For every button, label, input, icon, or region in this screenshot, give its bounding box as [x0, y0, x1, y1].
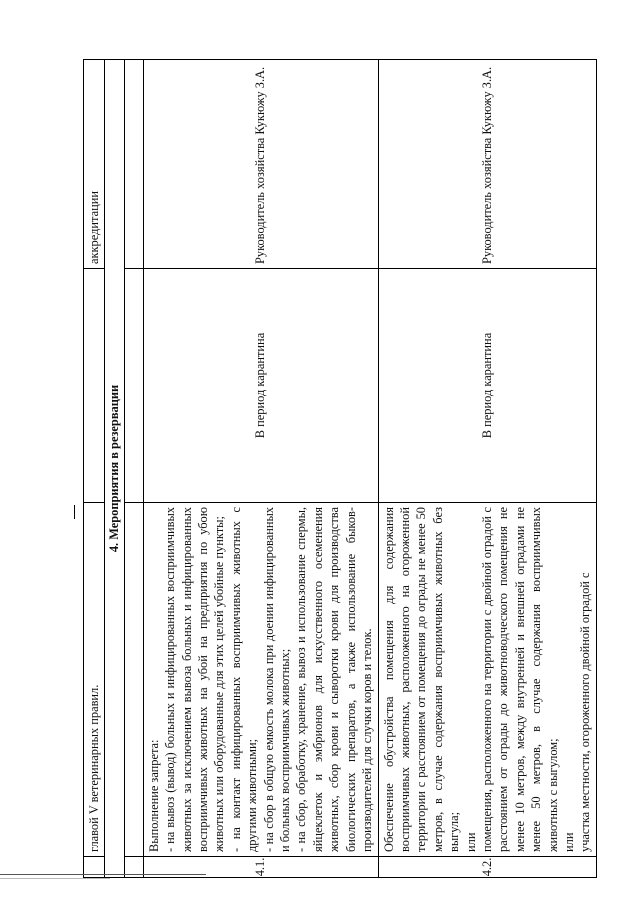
spacer-cell: [124, 60, 143, 269]
row-term: В период карантина: [378, 269, 596, 503]
description-line: участка местности, огороженного двойной оградой с: [578, 572, 593, 852]
row-responsible: Руководитель хозяйства Кукюжу З.А.: [143, 60, 378, 269]
description-line: - на сбор, обработку, хранение, вывоз и использование спермы, яйцеклеток и эмбрионов для искусственного осеменения животных, сбор крови и сыворотки крови для производства биологических препаратов, а также использование быков-производителей для случки коров и телок.: [294, 507, 375, 852]
row-responsible: Руководитель хозяйства Кукюжу З.А.: [378, 60, 596, 269]
description-line: - на вывоз (вывод) больных и инфицированных восприимчивых животных за исключением вывоза больных и инфицированных восприимчивых животных на убой на предприятия по убою животных или оборудованные для этих целей убойные пункты;: [163, 507, 227, 852]
section-title: 4. Мероприятия в резервации: [105, 60, 124, 878]
header-right-cell: аккредитации: [84, 60, 105, 269]
description-line: помещения, расположенного на территории с двойной оградой с расстоянием от ограды до животноводческого помещения не менее 10 метров, между внутренней и внешней оградами не менее 50 метров, в случае содержания восприимчивых животных с выгулом;: [479, 507, 560, 852]
description-line: или: [463, 832, 478, 852]
spacer-cell: [124, 503, 143, 857]
description-line: Обеспечение обустройства помещения для содержания восприимчивых животных, расположенного на огороженной территории с расстоянием от помещения до ограды не менее 50 метров, в случае содержания восприимчивых животных без выгула;: [381, 507, 462, 852]
description-line: Выполнение запрета:: [146, 739, 161, 852]
description-line: - на контакт инфицированных восприимчивых животных с другими животными;: [228, 507, 260, 852]
header-term-cell: [84, 269, 105, 503]
header-left-cell: главой V ветеринарных правил.: [84, 503, 105, 857]
table-row: [378, 60, 596, 878]
row-number: 4.1.: [143, 857, 378, 878]
margin-mark: [74, 505, 75, 519]
rotated-page: [83, 66, 593, 878]
measures-table: [83, 59, 597, 878]
table-row: [143, 60, 378, 878]
header-row: [84, 60, 105, 878]
row-number: 4.2.: [378, 857, 596, 878]
footnote-separator: [0, 874, 206, 875]
description-line: или: [561, 832, 576, 852]
description-line: - на сбор в общую емкость молока при доении инфицированных и больных восприимчивых животных;: [261, 507, 293, 852]
footnote-separator-shadow: [0, 878, 110, 879]
spacer-cell: [124, 269, 143, 503]
row-description: [378, 503, 596, 857]
section-row: [105, 60, 124, 878]
row-description: [143, 503, 378, 857]
row-term: В период карантина: [143, 269, 378, 503]
spacer-row: [124, 60, 143, 878]
